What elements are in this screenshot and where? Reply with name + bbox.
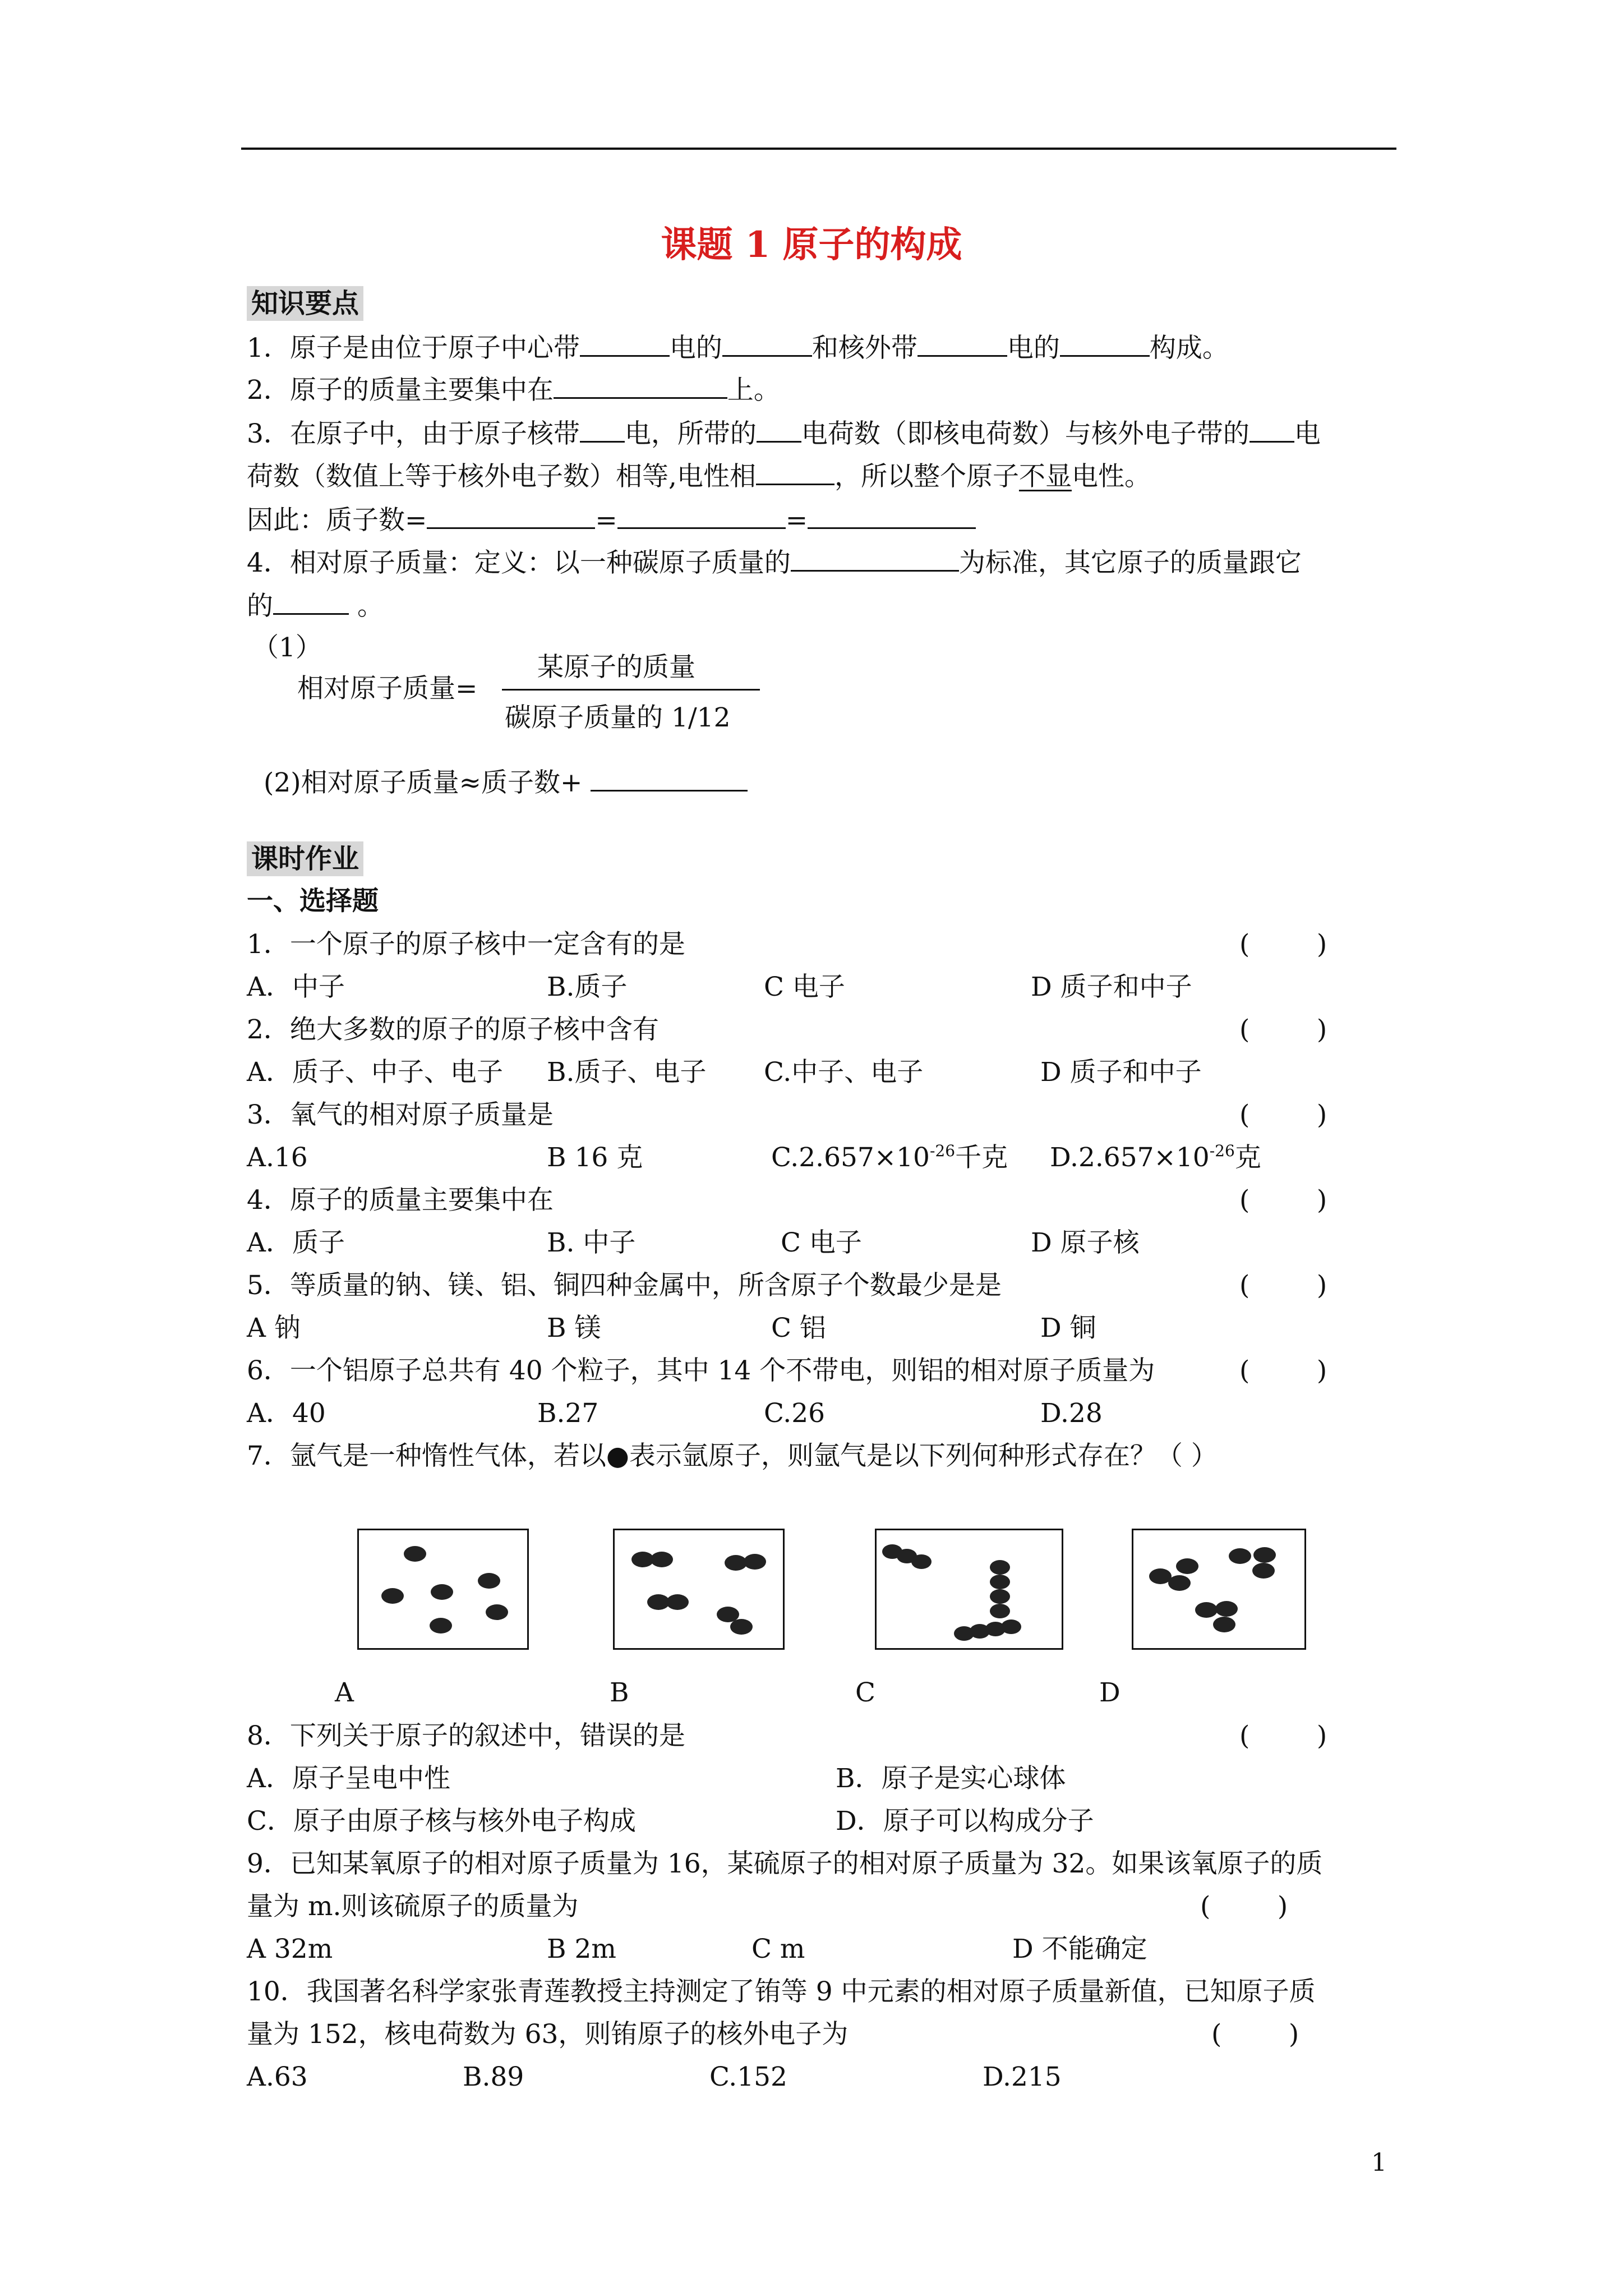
question-3: 3．氧气的相对原子质量是 <box>247 1099 554 1130</box>
page-title: 课题 1 原子的构成 <box>661 224 962 266</box>
option-9c: C m <box>751 1934 805 1964</box>
option-8c: C．原子由原子核与核外电子构成 <box>247 1806 636 1837</box>
option-2a: A．质子、中子、电子 <box>247 1057 503 1088</box>
formula-denominator: 碳原子质量的 1/12 <box>505 702 731 733</box>
option-6c: C.26 <box>764 1398 826 1429</box>
option-4d: D 原子核 <box>1031 1227 1140 1258</box>
option-2b: B.质子、电子 <box>547 1057 707 1088</box>
header-rule <box>241 148 1396 150</box>
option-1c: C 电子 <box>764 972 845 1002</box>
option-10b: B.89 <box>463 2062 524 2092</box>
question-10: 10．我国著名科学家张青莲教授主持测定了铕等 9 中元素的相对原子质量新值，已知原子质 <box>247 1976 1316 2007</box>
formula-label-1: （1） <box>252 632 322 663</box>
option-8b: B．原子是实心球体 <box>836 1763 1066 1794</box>
option-10c: C.152 <box>709 2062 787 2092</box>
option-10a: A.63 <box>247 2062 308 2092</box>
question-9: 9．已知某氧原子的相对原子质量为 16，某硫原子的相对原子质量为 32。如果该氧原子的质 <box>247 1848 1323 1879</box>
option-6a: A．40 <box>247 1398 326 1429</box>
option-5b: B 镁 <box>547 1313 601 1343</box>
option-3b: B 16 克 <box>547 1142 643 1173</box>
option-5d: D 铜 <box>1040 1313 1096 1343</box>
answer-paren-2: ( ) <box>1239 1014 1327 1045</box>
answer-paren-5: ( ) <box>1239 1270 1327 1301</box>
answer-paren-4: ( ) <box>1239 1185 1327 1216</box>
figure-label-b: B <box>610 1677 629 1708</box>
option-4b: B. 中子 <box>547 1227 636 1258</box>
section-knowledge-header: 知识要点 <box>247 286 363 321</box>
option-2d: D 质子和中子 <box>1040 1057 1202 1088</box>
option-10d: D.215 <box>983 2062 1062 2092</box>
section-choice-header: 一、选择题 <box>247 886 379 917</box>
answer-paren-6: ( ) <box>1239 1355 1327 1386</box>
option-6b: B.27 <box>537 1398 599 1429</box>
option-3d: $D.2.657\times 10^{-26}$克 <box>1050 1142 1261 1173</box>
option-1a: A．中子 <box>247 972 345 1002</box>
knowledge-item-4: 4．相对原子质量：定义：以一种碳原子质量的 为标准，其它原子的质量跟它 <box>247 544 1302 580</box>
option-9d: D 不能确定 <box>1012 1934 1147 1964</box>
option-9b: B 2m <box>547 1934 616 1964</box>
question-7: 7．氩气是一种惰性气体，若以●表示氩原子，则氩气是以下列何种形式存在？（ ） <box>247 1441 1218 1471</box>
question-10-cont: 量为 152，核电荷数为 63，则铕原子的核外电子为 <box>247 2019 849 2050</box>
knowledge-item-1: 1．原子是由位于原子中心带 电的 和核外带 电的 构成。 <box>247 329 1229 365</box>
answer-paren-1: ( ) <box>1239 929 1327 960</box>
formula-numerator: 某原子的质量 <box>537 652 695 683</box>
option-4a: A．质子 <box>247 1227 345 1258</box>
page-number: 1 <box>1371 2148 1387 2177</box>
option-3c: $C.2.657\times 10^{-26}$千克 <box>771 1142 1008 1173</box>
fraction-bar <box>502 689 760 691</box>
option-6d: D.28 <box>1040 1398 1103 1429</box>
knowledge-item-2: 2．原子的质量主要集中在 上。 <box>247 371 780 407</box>
question-2: 2．绝大多数的原子的原子核中含有 <box>247 1014 659 1045</box>
knowledge-item-4-cont: 的 。 <box>247 587 384 623</box>
figure-label-a: A <box>335 1677 354 1708</box>
question-4: 4．原子的质量主要集中在 <box>247 1185 554 1216</box>
option-1d: D 质子和中子 <box>1031 972 1192 1002</box>
question-1: 1．一个原子的原子核中一定含有的是 <box>247 929 685 960</box>
figure-label-d: D <box>1099 1677 1121 1708</box>
knowledge-item-3-cont: 荷数（数值上等于核外电子数）相等,电性相 ，所以整个原子不显电性。 <box>247 458 1151 494</box>
figure-option-b <box>613 1529 785 1650</box>
formula-lhs: 相对原子质量= <box>297 673 478 704</box>
formula-approx: (2)相对原子质量≈质子数+ <box>264 764 748 800</box>
option-1b: B.质子 <box>547 972 628 1002</box>
option-3a: A.16 <box>247 1142 308 1173</box>
answer-paren-9: ( ) <box>1200 1891 1288 1922</box>
option-8d: D．原子可以构成分子 <box>836 1806 1094 1837</box>
question-5: 5．等质量的钠、镁、铝、铜四种金属中，所含原子个数最少是是 <box>247 1270 1002 1301</box>
question-8: 8．下列关于原子的叙述中，错误的是 <box>247 1720 685 1751</box>
question-6: 6．一个铝原子总共有 40 个粒子，其中 14 个不带电，则铝的相对原子质量为 <box>247 1355 1155 1386</box>
section-homework-header: 课时作业 <box>247 841 363 876</box>
figure-option-a <box>357 1529 529 1650</box>
knowledge-therefore: 因此：质子数= = = <box>247 501 976 537</box>
answer-paren-8: ( ) <box>1239 1720 1327 1751</box>
knowledge-item-3: 3．在原子中，由于原子核带 电，所带的 电荷数（即核电荷数）与核外电子带的 电 <box>247 415 1321 451</box>
option-9a: A 32m <box>247 1934 333 1964</box>
question-9-cont: 量为 m.则该硫原子的质量为 <box>247 1891 579 1922</box>
option-4c: C 电子 <box>781 1227 862 1258</box>
answer-paren-10: ( ) <box>1211 2019 1299 2050</box>
option-8a: A．原子呈电中性 <box>247 1763 450 1794</box>
answer-paren-3: ( ) <box>1239 1099 1327 1130</box>
option-5c: C 铝 <box>771 1313 826 1343</box>
figure-label-c: C <box>855 1677 875 1708</box>
figure-option-d <box>1132 1529 1306 1650</box>
figure-option-c <box>875 1529 1063 1650</box>
option-2c: C.中子、电子 <box>764 1057 924 1088</box>
option-5a: A 钠 <box>247 1313 301 1343</box>
